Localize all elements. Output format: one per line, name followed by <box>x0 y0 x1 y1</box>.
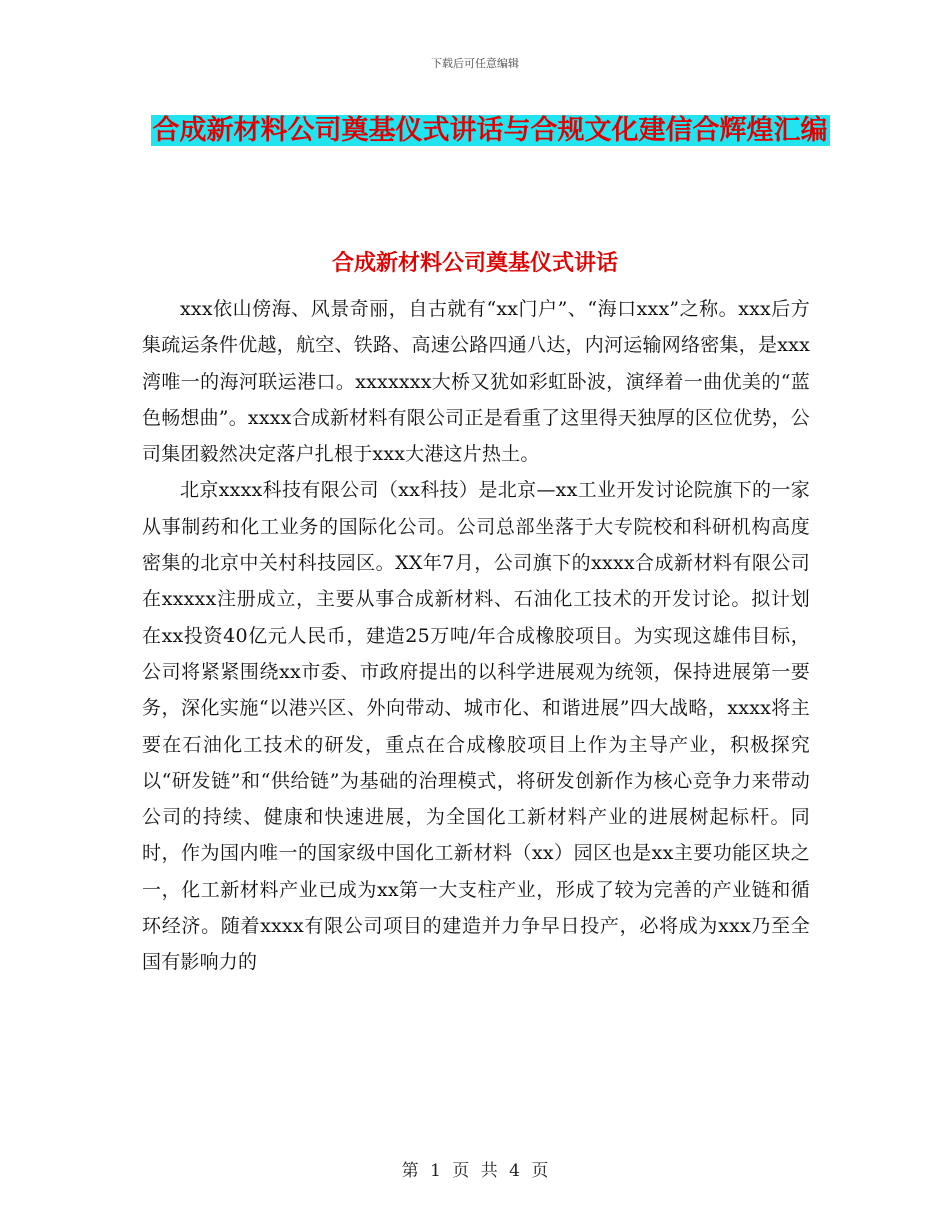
document-title-text: 合成新材料公司奠基仪式讲话与合规文化建信合辉煌汇编 <box>152 115 828 146</box>
paragraph: xxx依山傍海、风景奇丽，自古就有“xx门户”、“海口xxx”之称。xxx后方集疏运条件优越，航空、铁路、高速公路四通八达，内河运输网络密集，是xxx湾唯一的海河联运港口。xxxxxxx大桥又犹如彩虹卧波，演绎着一曲优美的“蓝色畅想曲”。xxxx合成新材料有限公司正是看重了这里得天独厚的区位优势，公司集团毅然决定落户扎根于xxx大港这片热土。 <box>142 298 810 466</box>
document-title <box>140 108 840 154</box>
paragraph: 北京xxxx科技有限公司（xx科技）是北京—xx工业开发讨论院旗下的一家从事制药和化工业务的国际化公司。公司总部坐落于大专院校和科研机构高度密集的北京中关村科技园区。XX年7月，公司旗下的xxxx合成新材料有限公司在xxxxx注册成立，主要从事合成新材料、石油化工技术的开发讨论。拟计划在xx投资40亿元人民币，建造25万吨/年合成橡胶项目。为实现这雄伟目标，公司将紧紧围绕xx市委、市政府提出的以科学进展观为统领，保持进展第一要务，深化实施“以港兴区、外向带动、城市化、和谐进展”四大战略，xxxx将主要在石油化工技术的研发，重点在合成橡胶项目上作为主导产业，积极探究以“研发链”和“供给链”为基础的治理模式，将研发创新作为核心竞争力来带动公司的持续、健康和快速进展，为全国化工新材料产业的进展树起标杆。同时，作为国内唯一的国家级中国化工新材料（xx）园区也是xx主要功能区块之一，化工新材料产业已成为xx第一大支柱产业，形成了较为完善的产业链和循环经济。随着xxxx有限公司项目的建造并力争早日投产，必将成为xxx乃至全国有影响力的 <box>142 479 810 974</box>
header-note: 下载后可任意编辑 <box>431 57 519 70</box>
section-title: 合成新材料公司奠基仪式讲话 <box>331 251 618 276</box>
page-footer: 第 1 页 共 4 页 <box>401 1161 549 1181</box>
document-body <box>142 291 810 981</box>
